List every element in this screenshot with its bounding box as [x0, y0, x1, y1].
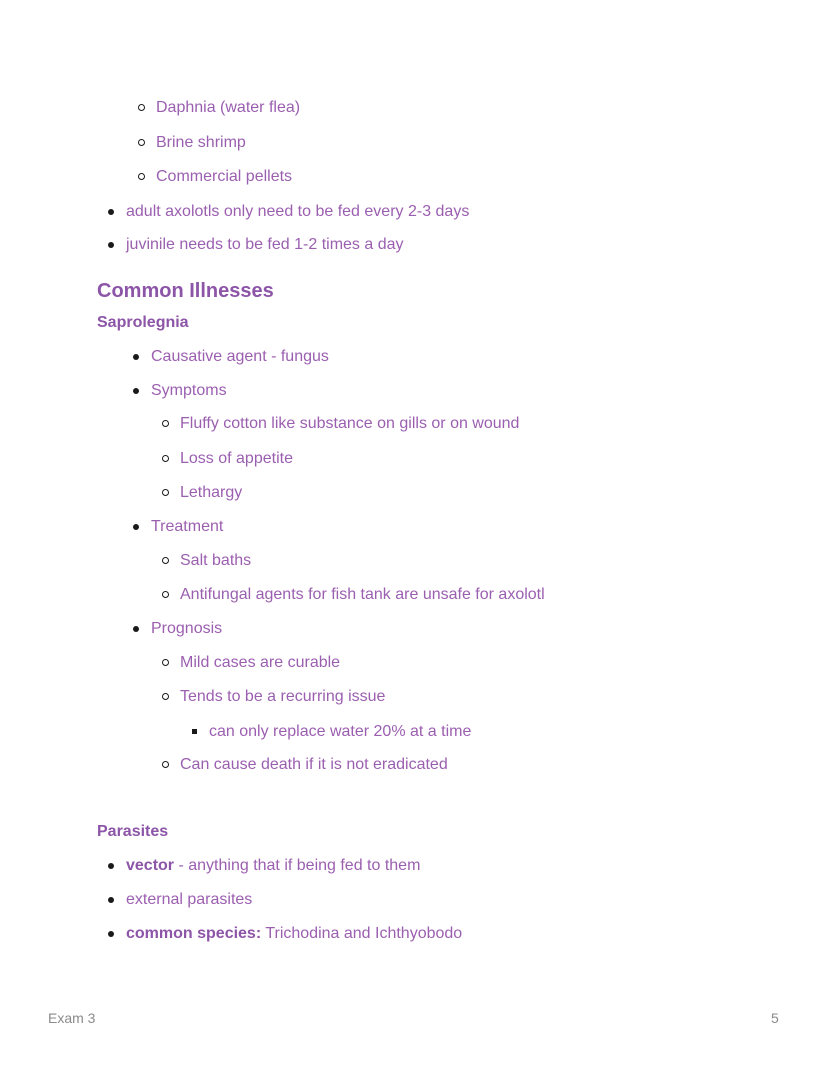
circle-bullet-icon	[162, 455, 169, 462]
list-item: vector - anything that if being fed to them	[126, 856, 420, 876]
disc-bullet-icon	[133, 388, 139, 394]
circle-bullet-icon	[138, 173, 145, 180]
list-item: Lethargy	[180, 483, 242, 503]
list-item: adult axolotls only need to be fed every 2-3 days	[126, 202, 469, 222]
list-item: Salt baths	[180, 551, 251, 571]
circle-bullet-icon	[162, 659, 169, 666]
disc-bullet-icon	[133, 524, 139, 530]
list-item: Mild cases are curable	[180, 653, 340, 673]
circle-bullet-icon	[138, 139, 145, 146]
list-item: Treatment	[151, 517, 223, 537]
disc-bullet-icon	[108, 242, 114, 248]
disc-bullet-icon	[133, 626, 139, 632]
list-item: common species: Trichodina and Ichthyobodo	[126, 924, 462, 944]
list-item: Brine shrimp	[156, 133, 246, 153]
list-item: Daphnia (water flea)	[156, 98, 300, 118]
disc-bullet-icon	[108, 209, 114, 215]
list-item: Symptoms	[151, 381, 227, 401]
circle-bullet-icon	[162, 693, 169, 700]
disc-bullet-icon	[108, 931, 114, 937]
circle-bullet-icon	[162, 420, 169, 427]
list-item: Antifungal agents for fish tank are unsafe for axolotl	[180, 585, 545, 605]
circle-bullet-icon	[162, 591, 169, 598]
list-item: Loss of appetite	[180, 449, 293, 469]
list-item: juvinile needs to be fed 1-2 times a day	[126, 235, 404, 255]
circle-bullet-icon	[138, 104, 145, 111]
list-item: Prognosis	[151, 619, 222, 639]
circle-bullet-icon	[162, 761, 169, 768]
disc-bullet-icon	[108, 897, 114, 903]
square-bullet-icon	[192, 729, 197, 734]
list-item: Can cause death if it is not eradicated	[180, 755, 448, 775]
list-item: Causative agent - fungus	[151, 347, 329, 367]
list-item: external parasites	[126, 890, 252, 910]
circle-bullet-icon	[162, 557, 169, 564]
circle-bullet-icon	[162, 489, 169, 496]
disc-bullet-icon	[133, 354, 139, 360]
subsection-heading: Saprolegnia	[97, 314, 189, 331]
list-item: Tends to be a recurring issue	[180, 687, 385, 707]
page-number: 5	[771, 1010, 779, 1026]
subsection-heading: Parasites	[97, 823, 169, 840]
disc-bullet-icon	[108, 863, 114, 869]
section-heading: Common Illnesses	[97, 280, 274, 302]
list-item: can only replace water 20% at a time	[209, 722, 471, 742]
footer-title: Exam 3	[48, 1010, 96, 1026]
list-item: Fluffy cotton like substance on gills or on wound	[180, 414, 519, 434]
list-item: Commercial pellets	[156, 167, 292, 187]
